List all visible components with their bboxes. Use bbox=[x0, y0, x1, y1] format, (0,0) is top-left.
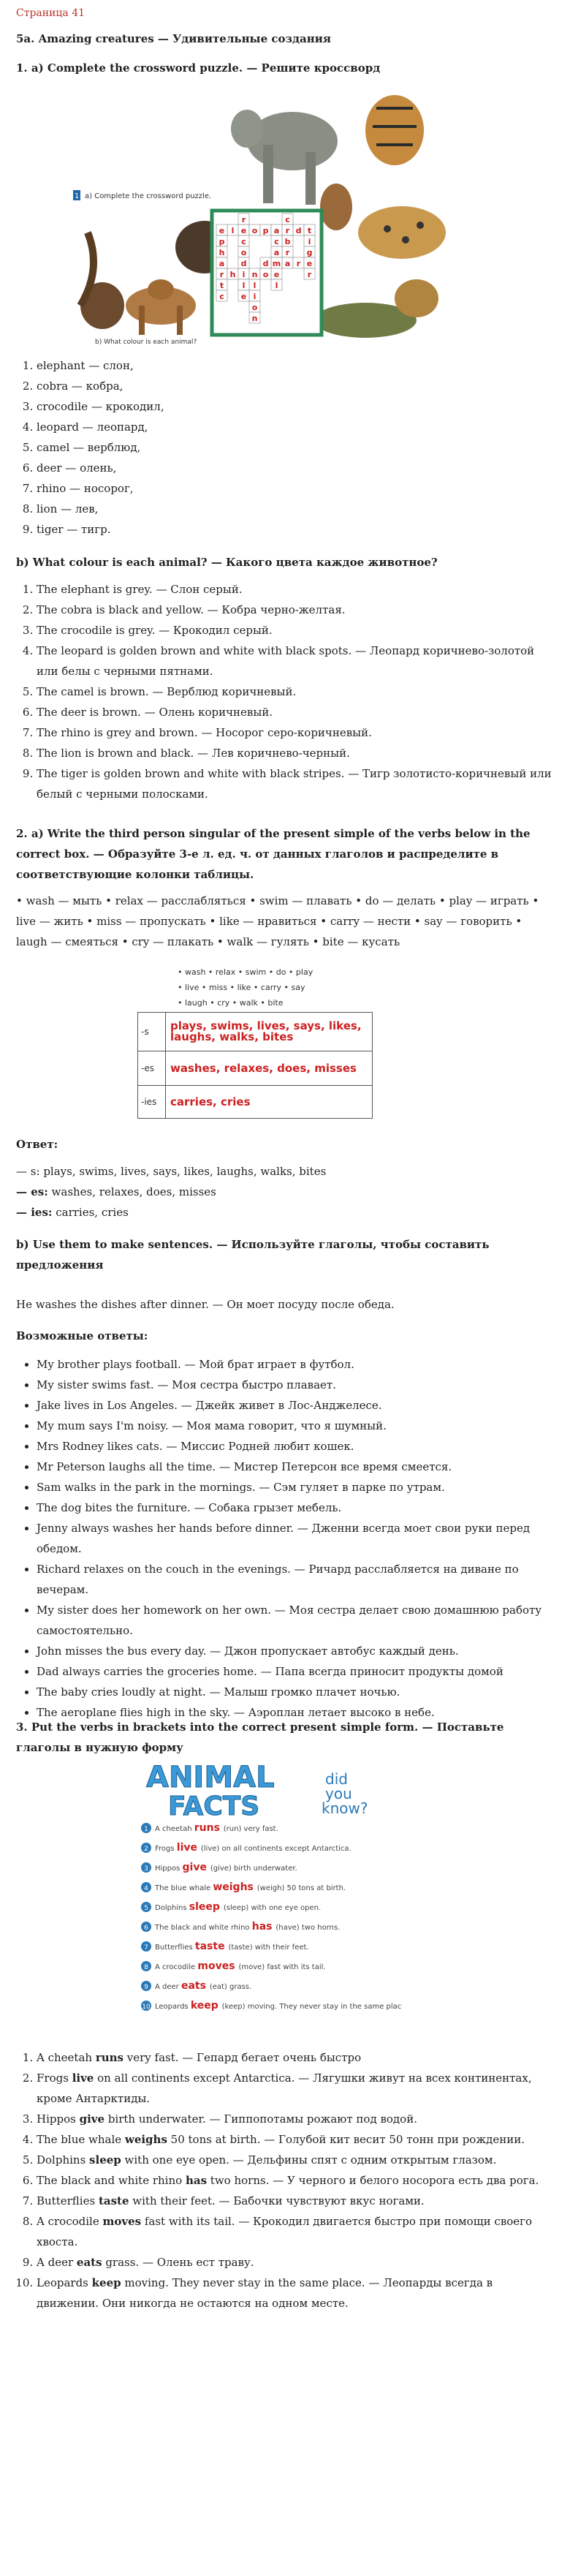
crossword-letter: h bbox=[229, 270, 236, 279]
list-item: 8. lion — лев, bbox=[37, 499, 554, 519]
answer-text: plays, swims, lives, says, likes, laughs, walks, bites bbox=[43, 1165, 327, 1178]
crossword-letter: l bbox=[231, 226, 235, 235]
answer-line bbox=[16, 1182, 554, 1202]
vocab-list: • wash — мыть • relax — расслабляться • swim — плавать • do — делать • play — играть • live — жить • miss — пропускать • like — нравиться • carry — нести • say — говорить • laugh — смеяться • cry — плакать • walk — гулять • bite — кусать bbox=[16, 894, 539, 948]
list-item bbox=[37, 2252, 554, 2273]
list-item: • John misses the bus every day. — Джон пропускает автобус каждый день. bbox=[37, 1641, 554, 1661]
task1b-title: b) What colour is each animal? — Какого цвета каждое животное? bbox=[16, 556, 438, 569]
list-item bbox=[37, 2129, 554, 2150]
leopard-shape bbox=[358, 206, 446, 259]
list-item: 2. cobra — кобра, bbox=[37, 376, 554, 396]
value-cell: carries, cries bbox=[166, 1086, 373, 1119]
answer-text: carries, cries bbox=[56, 1206, 129, 1219]
crossword-letter: d bbox=[262, 259, 269, 268]
list-item: • Mr Peterson laughs all the time. — Мистер Петерсон все время смеется. bbox=[37, 1457, 554, 1477]
crossword-letter: o bbox=[251, 303, 258, 312]
crossword-letter: d bbox=[240, 259, 247, 268]
list-item: 7. The rhino is grey and brown. — Носорог серо-коричневый. bbox=[37, 722, 554, 743]
crossword-letter: i bbox=[308, 237, 311, 246]
fact-pre: A cheetah bbox=[37, 2051, 96, 2064]
list-item: • Jenny always washes her hands before dinner. — Дженни всегда моет свои руки перед обедом. bbox=[37, 1518, 554, 1559]
crossword-letter: c bbox=[274, 237, 279, 246]
tiger-shape bbox=[365, 95, 424, 165]
crossword-letter: a bbox=[273, 248, 280, 257]
fact-post: birth underwater. — Гиппопотамы рожают под водой. bbox=[104, 2112, 417, 2126]
crossword-letter: o bbox=[262, 270, 269, 279]
possible-answers-label: Возможные ответы: bbox=[16, 1329, 148, 1342]
list-item bbox=[37, 2170, 554, 2191]
table-row bbox=[138, 1086, 373, 1119]
crossword-letter: r bbox=[307, 270, 312, 279]
verb-table bbox=[137, 1012, 373, 1119]
fact-post: 50 tons at birth. — Голубой кит весит 50 тонн при рождении. bbox=[167, 2133, 525, 2146]
list-item: • The baby cries loudly at night. — Малыш громко плачет ночью. bbox=[37, 1682, 554, 1702]
item-number: 6 bbox=[144, 1925, 148, 1932]
crossword-letter: p bbox=[262, 226, 269, 235]
list-item bbox=[37, 2109, 554, 2129]
table-row bbox=[138, 1051, 373, 1086]
list-item: • My mum says I'm noisy. — Моя мама говорит, что я шумный. bbox=[37, 1416, 554, 1436]
fact-text: A cheetah runs (run) very fast. bbox=[155, 1822, 278, 1834]
task3-title: 3. Put the verbs in brackets into the correct present simple form. — Поставьте глаголы в нужную форму bbox=[16, 1721, 504, 1754]
answer-label: — s: bbox=[16, 1165, 40, 1178]
crossword-letter: c bbox=[219, 292, 224, 301]
list-item: 8. The lion is brown and black. — Лев коричнево-черный. bbox=[37, 743, 554, 763]
fact-text: Frogs live (live) on all continents except Antarctica. bbox=[155, 1842, 352, 1854]
crossword-letter: g bbox=[306, 248, 313, 257]
list-item: • My brother plays football. — Мой брат играет в футбол. bbox=[37, 1354, 554, 1375]
crossword-letter: l bbox=[242, 281, 246, 290]
list-item: 9. tiger — тигр. bbox=[37, 519, 554, 540]
verb-line: • laugh • cry • walk • bite bbox=[178, 998, 284, 1008]
crossword-letter: l bbox=[275, 281, 278, 290]
fact-answer: moves bbox=[102, 2215, 142, 2228]
list-item bbox=[37, 2047, 554, 2068]
crossword-letter: d bbox=[295, 226, 302, 235]
list-item: 9. The tiger is golden brown and white with black stripes. — Тигр золотисто-коричневый или белый с черными полосками. bbox=[37, 763, 554, 804]
crossword-letter: p bbox=[218, 237, 225, 246]
item-number: 9 bbox=[144, 1984, 148, 1991]
colour-list bbox=[16, 579, 554, 804]
crossword-letter: i bbox=[242, 270, 246, 279]
crossword-letter: i bbox=[253, 292, 256, 301]
fact-answer: runs bbox=[95, 2051, 123, 2064]
answer-label: — es: bbox=[16, 1185, 48, 1198]
task-number: 1 bbox=[75, 192, 80, 200]
lion-shape bbox=[395, 279, 438, 317]
list-item: • Dad always carries the groceries home. — Папа всегда приносит продукты домой bbox=[37, 1661, 554, 1682]
fact-answer: sleep bbox=[89, 2153, 121, 2167]
heading-facts: FACTS bbox=[168, 1791, 260, 1821]
verb-line: • wash • relax • swim • do • play bbox=[178, 967, 314, 977]
fact-answer: weighs bbox=[124, 2133, 167, 2146]
answer-line bbox=[16, 1202, 554, 1223]
item-number: 3 bbox=[144, 1865, 148, 1873]
list-item: 4. The leopard is golden brown and white with black spots. — Леопард коричнево-золотой или белы с черными пятнами. bbox=[37, 641, 554, 681]
crossword-letter: m bbox=[272, 259, 281, 268]
list-item: 5. The camel is brown. — Верблюд коричневый. bbox=[37, 681, 554, 702]
animal-facts-figure bbox=[139, 1755, 402, 2033]
crossword-letter: t bbox=[307, 226, 312, 235]
heading-animal: ANIMAL bbox=[146, 1761, 275, 1794]
suffix-cell: -es bbox=[138, 1051, 166, 1086]
table-row bbox=[138, 1013, 373, 1051]
list-item: 6. deer — олень, bbox=[37, 458, 554, 478]
item-number: 8 bbox=[144, 1964, 148, 1971]
fact-answer: eats bbox=[76, 2256, 102, 2269]
did-you-know-label: did bbox=[325, 1770, 348, 1788]
crossword-letter: r bbox=[296, 259, 301, 268]
list-item: 4. leopard — леопард, bbox=[37, 417, 554, 437]
suffix-cell: -s bbox=[138, 1013, 166, 1051]
task1-title: 1. a) Complete the crossword puzzle. — Решите кроссворд bbox=[16, 61, 381, 75]
list-item: 3. crocodile — крокодил, bbox=[37, 396, 554, 417]
list-item bbox=[37, 2211, 554, 2252]
list-item: • Jake lives in Los Angeles. — Джейк живет в Лос-Анджелесе. bbox=[37, 1395, 554, 1416]
crossword-letter: e bbox=[218, 226, 225, 235]
crossword-letter: c bbox=[241, 237, 246, 246]
crossword-letter: n bbox=[251, 314, 258, 323]
list-item: • Mrs Rodney likes cats. — Миссис Родней любит кошек. bbox=[37, 1436, 554, 1457]
crossword-illustration bbox=[73, 86, 453, 350]
fact-pre: Frogs bbox=[37, 2071, 72, 2085]
page-link[interactable]: Страница 41 bbox=[16, 7, 86, 19]
fact-post: on all continents except Antarctica. — Лягушки живут на всех континентах, кроме Антарктиды. bbox=[37, 2071, 532, 2105]
crossword-letter: r bbox=[285, 226, 290, 235]
crossword-letter: r bbox=[285, 248, 290, 257]
fact-post: grass. — Олень ест траву. bbox=[102, 2256, 254, 2269]
fact-text: The blue whale weighs (weigh) 50 tons at birth. bbox=[155, 1881, 346, 1893]
fact-pre: A deer bbox=[37, 2256, 77, 2269]
fact-text: Hippos give (give) birth underwater. bbox=[155, 1862, 297, 1873]
item-number: 10 bbox=[142, 2003, 151, 2011]
list-item: 7. rhino — носорог, bbox=[37, 478, 554, 499]
crossword-letter: n bbox=[251, 270, 258, 279]
fact-pre: Leopards bbox=[37, 2276, 92, 2289]
sentences-list bbox=[16, 1354, 554, 1723]
facts-list bbox=[16, 2047, 554, 2314]
section-title: 5a. Amazing creatures — Удивительные создания bbox=[16, 32, 331, 45]
fact-post: two horns. — У черного и белого носорога есть два рога. bbox=[207, 2174, 539, 2187]
list-item: • Richard relaxes on the couch in the evenings. — Ричард расслабляется на диване по вечерам. bbox=[37, 1559, 554, 1600]
list-item: 6. The deer is brown. — Олень коричневый. bbox=[37, 702, 554, 722]
crossword-letter: e bbox=[240, 292, 247, 301]
list-item bbox=[37, 2273, 554, 2314]
crossword-letter: a bbox=[284, 259, 291, 268]
crossword-letter: c bbox=[285, 215, 290, 224]
fact-answer: live bbox=[72, 2071, 94, 2085]
fact-pre: Butterflies bbox=[37, 2194, 99, 2207]
crossword-letter: e bbox=[273, 270, 280, 279]
fact-pre: Hippos bbox=[37, 2112, 80, 2126]
list-item: 1. elephant — слон, bbox=[37, 355, 554, 376]
instruction-a: a) Complete the crossword puzzle. bbox=[85, 192, 212, 200]
list-item: • The dog bites the furniture. — Собака грызет мебель. bbox=[37, 1497, 554, 1518]
item-number: 5 bbox=[144, 1905, 148, 1912]
list-item: • Sam walks in the park in the mornings. — Сэм гуляет в парке по утрам. bbox=[37, 1477, 554, 1497]
fact-pre: Dolphins bbox=[37, 2153, 90, 2167]
task2b-title: b) Use them to make sentences. — Используйте глаголы, чтобы составить предложения bbox=[16, 1238, 490, 1272]
animal-list bbox=[16, 355, 554, 540]
did-you-know-label: you bbox=[325, 1785, 352, 1802]
crossword-letter: a bbox=[273, 226, 280, 235]
task2-title: 2. a) Write the third person singular of the present simple of the verbs below in the correct box. — Образуйте 3-е л. ед. ч. от данных глаголов и распределите в соответствующие колонки таблицы. bbox=[16, 827, 531, 881]
crossword-letter: e bbox=[240, 226, 247, 235]
answer-label: Ответ: bbox=[16, 1138, 58, 1151]
value-cell: washes, relaxes, does, misses bbox=[166, 1051, 373, 1086]
answer-text: washes, relaxes, does, misses bbox=[51, 1185, 216, 1198]
list-item bbox=[37, 2150, 554, 2170]
fact-post: with their feet. — Бабочки чувствуют вкус ногами. bbox=[129, 2194, 425, 2207]
answer-label: — ies: bbox=[16, 1206, 53, 1219]
list-item: • The aeroplane flies high in the sky. — Аэроплан летает высоко в небе. bbox=[37, 1702, 554, 1723]
answers-block bbox=[16, 1161, 554, 1223]
did-you-know-label: know? bbox=[322, 1799, 368, 1817]
verb-line: • live • miss • like • carry • say bbox=[178, 983, 305, 992]
crossword-letter: b bbox=[284, 237, 291, 246]
animal-facts-illustration bbox=[139, 1755, 402, 2033]
crossword-letter: r bbox=[219, 270, 224, 279]
value-cell: plays, swims, lives, says, likes, laughs, walks, bites bbox=[166, 1013, 373, 1051]
example-sentence: He washes the dishes after dinner. — Он моет посуду после обеда. bbox=[16, 1298, 395, 1311]
item-number: 1 bbox=[144, 1826, 148, 1833]
list-item: 3. The crocodile is grey. — Крокодил серый. bbox=[37, 620, 554, 641]
fact-answer: keep bbox=[91, 2276, 121, 2289]
crossword-letter: t bbox=[219, 281, 224, 290]
fact-pre: The blue whale bbox=[37, 2133, 125, 2146]
fact-answer: give bbox=[79, 2112, 105, 2126]
fact-post: moving. They never stay in the same place. — Леопарды всегда в движении. Они никогда не остаются на одном месте. bbox=[37, 2276, 493, 2310]
suffix-cell: -ies bbox=[138, 1086, 166, 1119]
crossword-letter: a bbox=[218, 259, 225, 268]
list-item: • My sister does her homework on her own. — Моя сестра делает свою домашнюю работу самостоятельно. bbox=[37, 1600, 554, 1641]
list-item: • My sister swims fast. — Моя сестра быстро плавает. bbox=[37, 1375, 554, 1395]
list-item bbox=[37, 2191, 554, 2211]
fact-text: The black and white rhino has (have) two horns. bbox=[155, 1921, 341, 1933]
fact-pre: A crocodile bbox=[37, 2215, 103, 2228]
crossword-figure bbox=[73, 86, 453, 350]
list-item bbox=[37, 2068, 554, 2109]
fact-text: Dolphins sleep (sleep) with one eye open. bbox=[155, 1901, 322, 1913]
crossword-letter: e bbox=[306, 259, 313, 268]
fact-post: fast with its tail. — Крокодил двигается быстро при помощи своего хвоста. bbox=[37, 2215, 533, 2248]
fact-text: Leopards keep (keep) moving. They never stay in the same place. bbox=[155, 2000, 402, 2012]
fact-answer: has bbox=[185, 2174, 208, 2187]
list-item: 1. The elephant is grey. — Слон серый. bbox=[37, 579, 554, 600]
item-number: 4 bbox=[144, 1885, 148, 1892]
item-number: 7 bbox=[144, 1944, 148, 1952]
verb-box bbox=[137, 964, 373, 1011]
fact-pre: The black and white rhino bbox=[37, 2174, 186, 2187]
item-number: 2 bbox=[144, 1846, 148, 1853]
crossword-letter: r bbox=[241, 215, 246, 224]
answer-line bbox=[16, 1161, 554, 1182]
crossword-letter: o bbox=[240, 248, 247, 257]
fact-text: A deer eats (eat) grass. bbox=[155, 1980, 252, 1992]
fact-answer: taste bbox=[98, 2194, 129, 2207]
instruction-b: b) What colour is each animal? bbox=[95, 339, 197, 346]
list-item: 5. camel — верблюд, bbox=[37, 437, 554, 458]
fact-post: very fast. — Гепард бегает очень быстро bbox=[123, 2051, 362, 2064]
list-item: 2. The cobra is black and yellow. — Кобра черно-желтая. bbox=[37, 600, 554, 620]
fact-text: Butterflies taste (taste) with their feet. bbox=[155, 1941, 309, 1952]
fact-text: A crocodile moves (move) fast with its tail. bbox=[155, 1960, 326, 1972]
deer-shape bbox=[320, 184, 352, 230]
crossword-letter: h bbox=[218, 248, 225, 257]
crossword-letter: l bbox=[253, 281, 256, 290]
crossword-letter: o bbox=[251, 226, 258, 235]
fact-post: with one eye open. — Дельфины спят с одним открытым глазом. bbox=[121, 2153, 497, 2167]
